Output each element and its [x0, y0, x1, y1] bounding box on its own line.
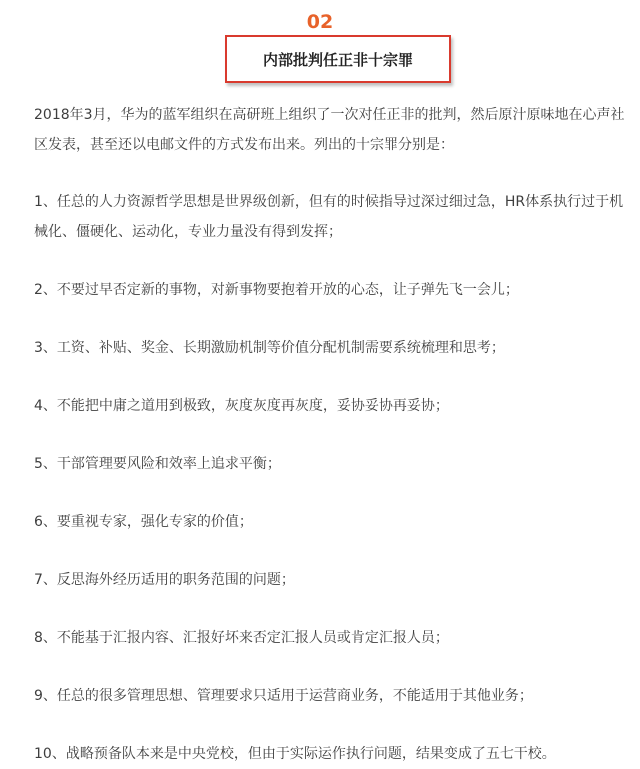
article-body	[34, 100, 626, 769]
section-title-box	[225, 35, 451, 83]
list-item-8: 8、不能基于汇报内容、汇报好坏来否定汇报人员或肯定汇报人员；	[34, 630, 449, 646]
section-title: 内部批判任正非十宗罪	[262, 50, 413, 69]
list-item-9: 9、任总的很多管理思想、管理要求只适用于运营商业务，不能适用于其他业务；	[34, 688, 533, 704]
list-item-6: 6、要重视专家，强化专家的价值；	[34, 514, 253, 530]
list-item-7: 7、反思海外经历适用的职务范围的问题；	[34, 572, 295, 588]
section-number: 02	[306, 11, 334, 33]
list-item-4: 4、不能把中庸之道用到极致，灰度灰度再灰度，妥协妥协再妥协；	[34, 398, 449, 414]
intro-paragraph: 2018年3月，华为的蓝军组织在高研班上组织了一次对任正非的批判，然后原汁原味地在心声社区发表，甚至还以电邮文件的方式发布出来。列出的十宗罪分别是：	[34, 107, 625, 153]
list-item-5: 5、干部管理要风险和效率上追求平衡；	[34, 456, 281, 472]
list-item-3: 3、工资、补贴、奖金、长期激励机制等价值分配机制需要系统梳理和思考；	[34, 340, 505, 356]
list-item-10: 10、战略预备队本来是中央党校，但由于实际运作执行问题，结果变成了五七干校。	[34, 746, 556, 762]
list-item-2: 2、不要过早否定新的事物，对新事物要抱着开放的心态，让子弹先飞一会儿；	[34, 282, 519, 298]
list-item-1: 1、任总的人力资源哲学思想是世界级创新，但有的时候指导过深过细过急，HR体系执行过于机械化、僵硬化、运动化，专业力量没有得到发挥；	[34, 194, 624, 240]
